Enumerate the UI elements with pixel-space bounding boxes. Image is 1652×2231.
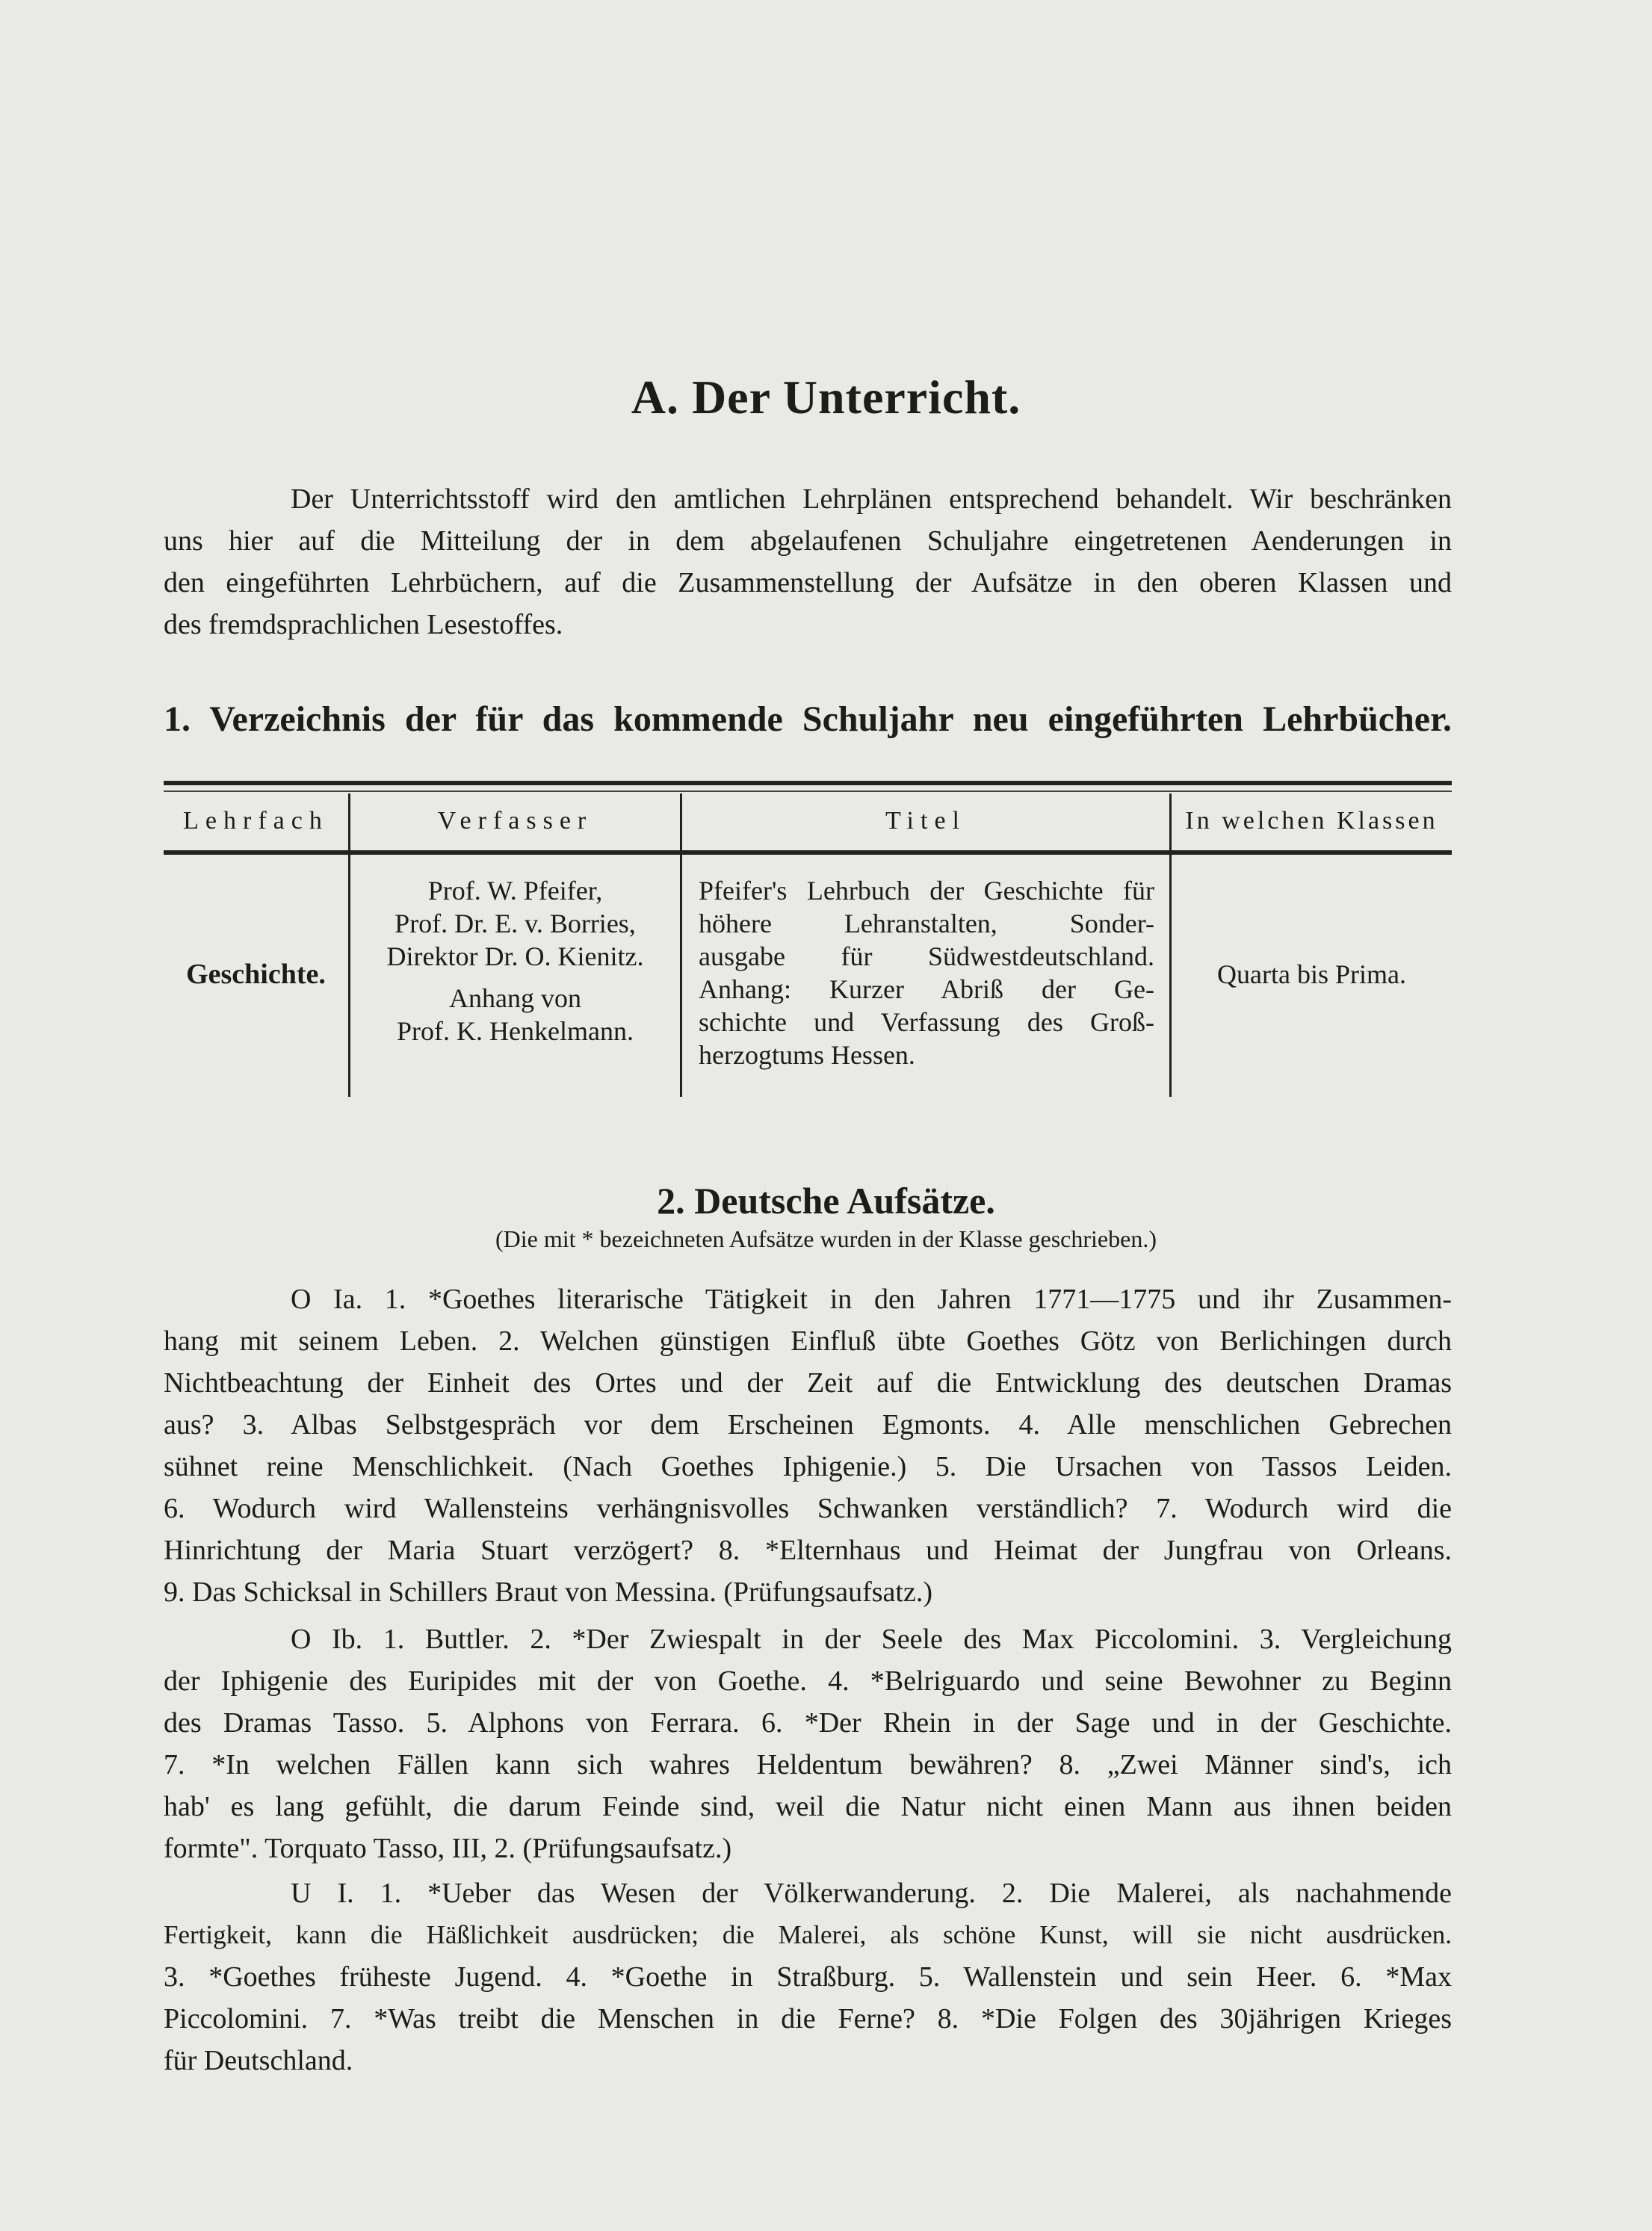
text-line: O Ib. 1. Buttler. 2. *Der Zwiespalt in der Seele des Max Piccolomini. 3. Vergleichung: [291, 1624, 1452, 1655]
header-subject: Lehrfach: [183, 807, 329, 835]
text-line: O Ia. 1. *Goethes literarische Tätigkeit in den Jahren 1771—1775 und ihr Zusammen-: [291, 1284, 1452, 1315]
text-line: hab' es lang gefühlt, die darum Feinde sind, weil die Natur nicht einen Mann aus ihnen beiden: [164, 1791, 1452, 1822]
essays-OIa: [164, 1278, 1452, 1613]
author-line: Direktor Dr. O. Kienitz.: [386, 941, 644, 971]
text-line: aus? 3. Albas Selbstgespräch vor dem Erscheinen Egmonts. 4. Alle menschlichen Gebrechen: [164, 1409, 1452, 1441]
text-line: hang mit seinem Leben. 2. Welchen günstigen Einfluß übte Goethes Götz von Berlichingen durch: [164, 1325, 1452, 1357]
cell-title: [699, 874, 1154, 1071]
header-classes: In welchen Klassen: [1185, 807, 1438, 835]
text-line: Hinrichtung der Maria Stuart verzögert? 8. *Elternhaus und Heimat der Jungfrau von Orleans.: [164, 1535, 1452, 1566]
text-line: Piccolomini. 7. *Was treibt die Menschen in die Ferne? 8. *Die Folgen des 30jährigen Krieges: [164, 2003, 1452, 2034]
essays-UI: [164, 1872, 1452, 2082]
title-line: Anhang: Kurzer Abriß der Ge-: [699, 974, 1154, 1004]
header-title: Titel: [885, 807, 966, 835]
title-line: schichte und Verfassung des Groß-: [699, 1007, 1154, 1037]
title-line: Pfeifer's Lehrbuch der Geschichte für: [699, 876, 1154, 906]
table-rule: [164, 850, 1452, 855]
text-line: 6. Wodurch wird Wallensteins verhängnisvolles Schwanken verständlich? 7. Wodurch wird die: [164, 1493, 1452, 1524]
author-line: Prof. Dr. E. v. Borries,: [395, 909, 636, 938]
title-line: herzogtums Hessen.: [699, 1040, 915, 1070]
author-line: Prof. K. Henkelmann.: [397, 1016, 634, 1046]
title-line: ausgabe für Südwestdeutschland.: [699, 941, 1154, 971]
essays-note: (Die mit * bezeichneten Aufsätze wurden in der Klasse geschrieben.): [495, 1225, 1157, 1252]
text-line: Nichtbeachtung der Einheit des Ortes und der Zeit auf die Entwicklung des deutschen Dramas: [164, 1367, 1452, 1399]
section-heading-textbooks: 1. Verzeichnis der für das kommende Schuljahr neu eingeführten Lehrbücher.: [164, 699, 1452, 739]
intro-paragraph: [164, 478, 1452, 646]
cell-authors: [350, 874, 680, 1048]
text-line: 3. *Goethes früheste Jugend. 4. *Goethe in Straßburg. 5. Wallenstein und sein Heer. 6. *Max: [164, 1961, 1452, 1993]
cell-classes: Quarta bis Prima.: [1217, 959, 1406, 989]
header-author: Verfasser: [437, 807, 593, 835]
text-line: des Dramas Tasso. 5. Alphons von Ferrara. 6. *Der Rhein in der Sage und in der Geschichte.: [164, 1707, 1452, 1739]
table-rule: [164, 781, 1452, 785]
text-line: 9. Das Schicksal in Schillers Braut von Messina. (Prüfungsaufsatz.): [164, 1576, 932, 1608]
text-line: U I. 1. *Ueber das Wesen der Völkerwanderung. 2. Die Malerei, als nachahmende: [291, 1878, 1452, 1909]
text-line: uns hier auf die Mitteilung der in dem abgelaufenen Schuljahre eingetretenen Aenderungen in: [164, 525, 1452, 557]
text-line: für Deutschland.: [164, 2045, 353, 2076]
cell-subject: Geschichte.: [186, 959, 326, 990]
text-line: der Iphigenie des Euripides mit der von Goethe. 4. *Belriguardo und seine Bewohner zu Beginn: [164, 1665, 1452, 1697]
text-line: den eingeführten Lehrbüchern, auf die Zusammenstellung der Aufsätze in den oberen Klassen und: [164, 567, 1452, 598]
author-line: Prof. W. Pfeifer,: [427, 876, 603, 906]
text-line: 7. *In welchen Fällen kann sich wahres Heldentum bewähren? 8. „Zwei Männer sind's, ich: [164, 1749, 1452, 1780]
text-line: formte". Torquato Tasso, III, 2. (Prüfungsaufsatz.): [164, 1833, 732, 1864]
text-line: Fertigkeit, kann die Häßlichkeit ausdrücken; die Malerei, als schöne Kunst, will sie nicht ausdrücken.: [164, 1920, 1452, 1949]
essays-OIb: [164, 1618, 1452, 1869]
author-line: Anhang von: [449, 983, 581, 1013]
title-line: höhere Lehranstalten, Sonder-: [699, 909, 1154, 938]
text-line: Der Unterrichtsstoff wird den amtlichen Lehrplänen entsprechend behandelt. Wir beschränken: [291, 483, 1452, 515]
section-heading-essays: 2. Deutsche Aufsätze.: [657, 1180, 995, 1222]
text-line: sühnet reine Menschlichkeit. (Nach Goethes Iphigenie.) 5. Die Ursachen von Tassos Leiden.: [164, 1451, 1452, 1482]
page-title: A. Der Unterricht.: [631, 371, 1021, 424]
text-line: des fremdsprachlichen Lesestoffes.: [164, 609, 563, 640]
